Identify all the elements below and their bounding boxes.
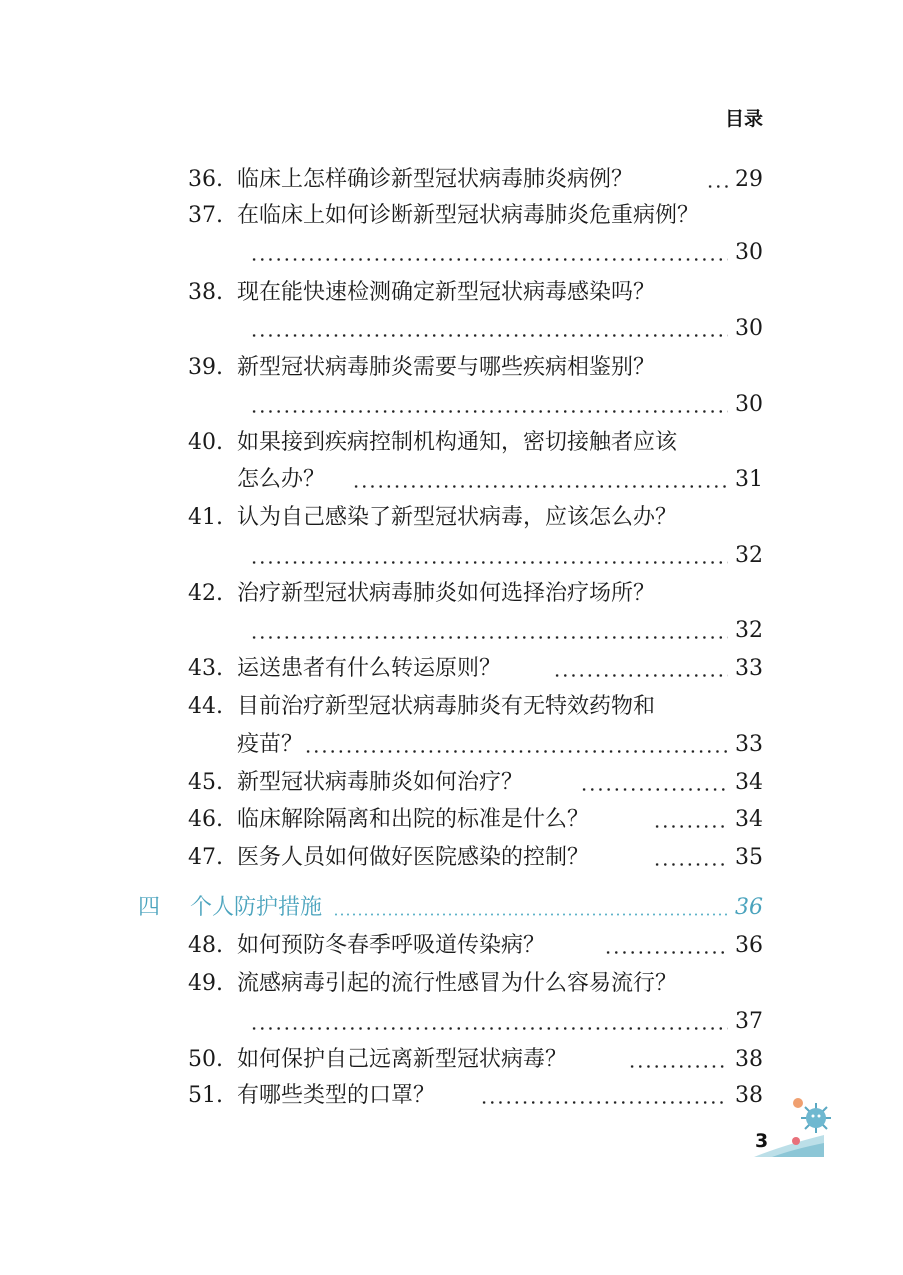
- entry-page: 38: [735, 1047, 763, 1072]
- entry-title: 现在能快速检测确定新型冠状病毒感染吗？: [237, 280, 656, 305]
- toc-section-heading[interactable]: [0, 890, 903, 926]
- leader-dots: [304, 750, 728, 753]
- entry-title: 有哪些类型的口罩？: [237, 1083, 436, 1108]
- entry-title: 运送患者有什么转运原则？: [237, 656, 502, 681]
- leader-dots: [706, 185, 728, 188]
- entry-title: 认为自己感染了新型冠状病毒，应该怎么办？: [237, 505, 678, 530]
- toc-entry[interactable]: [0, 840, 903, 876]
- leader-dots: [352, 485, 728, 488]
- entry-title: 如果接到疾病控制机构通知，密切接触者应该: [237, 430, 678, 455]
- entry-number: 38.: [188, 280, 223, 305]
- entry-page: 36: [735, 933, 763, 958]
- section-number: 四: [138, 895, 161, 920]
- entry-number: 46.: [188, 807, 223, 832]
- entry-number: 37.: [188, 203, 223, 228]
- toc-entry[interactable]: [0, 689, 903, 725]
- entry-page: 35: [735, 845, 763, 870]
- entry-number: 36.: [188, 167, 223, 192]
- toc-entry[interactable]: [0, 765, 903, 801]
- entry-number: 51.: [188, 1083, 223, 1108]
- entry-number: 42.: [188, 581, 223, 606]
- entry-page: 33: [735, 732, 763, 757]
- toc-entry-leader: [0, 613, 903, 649]
- leader-dots: [250, 258, 728, 261]
- entry-title: 临床解除隔离和出院的标准是什么？: [237, 807, 590, 832]
- entry-title: 目前治疗新型冠状病毒肺炎有无特效药物和: [237, 694, 656, 719]
- running-header: 目录: [724, 108, 763, 130]
- entry-number: 44.: [188, 694, 223, 719]
- toc-entry[interactable]: [0, 651, 903, 687]
- toc-entry[interactable]: [0, 162, 903, 198]
- toc-entry[interactable]: [0, 802, 903, 838]
- entry-number: 45.: [188, 770, 223, 795]
- leader-dots: [653, 825, 728, 828]
- toc-entry[interactable]: [0, 275, 903, 311]
- toc-entry[interactable]: [0, 350, 903, 386]
- leader-dots: [480, 1101, 728, 1104]
- toc-entry-leader: [0, 538, 903, 574]
- entry-title: 流感病毒引起的流行性感冒为什么容易流行？: [237, 971, 678, 996]
- entry-title: 治疗新型冠状病毒肺炎如何选择治疗场所？: [237, 581, 656, 606]
- toc-entry-leader: [0, 1004, 903, 1040]
- entry-page: 34: [735, 807, 763, 832]
- entry-page: 37: [735, 1009, 763, 1034]
- entry-page: 34: [735, 770, 763, 795]
- toc-entry[interactable]: [0, 966, 903, 1002]
- entry-number: 43.: [188, 656, 223, 681]
- page-number: 3: [755, 1130, 769, 1152]
- leader-dots: [653, 863, 728, 866]
- entry-number: 47.: [188, 845, 223, 870]
- section-page: 36: [735, 895, 763, 920]
- toc-entry-leader: [0, 387, 903, 423]
- entry-title-continued: 疫苗？: [237, 732, 304, 757]
- entry-page: 33: [735, 656, 763, 681]
- toc-entry-continuation: [0, 727, 903, 763]
- entry-page: 32: [735, 618, 763, 643]
- entry-page: 30: [735, 316, 763, 341]
- entry-page: 31: [735, 467, 763, 492]
- entry-title: 医务人员如何做好医院感染的控制？: [237, 845, 590, 870]
- leader-dots: [553, 674, 728, 677]
- leader-dots: [250, 561, 728, 564]
- toc-entry[interactable]: [0, 576, 903, 612]
- toc-entry-continuation: [0, 462, 903, 498]
- leader-dots: [250, 636, 728, 639]
- entry-number: 41.: [188, 505, 223, 530]
- toc-entry-leader: [0, 235, 903, 271]
- entry-title: 在临床上如何诊断新型冠状病毒肺炎危重病例？: [237, 203, 700, 228]
- entry-title: 新型冠状病毒肺炎需要与哪些疾病相鉴别？: [237, 355, 656, 380]
- entry-title: 临床上怎样确诊新型冠状病毒肺炎病例？: [237, 167, 634, 192]
- entry-page: 38: [735, 1083, 763, 1108]
- leader-dots: [580, 788, 728, 791]
- toc-entry[interactable]: [0, 1042, 903, 1078]
- toc-entry[interactable]: [0, 198, 903, 234]
- leader-dots: [333, 913, 728, 916]
- leader-dots: [250, 410, 728, 413]
- entry-number: 40.: [188, 430, 223, 455]
- entry-page: 32: [735, 543, 763, 568]
- section-title: 个人防护措施: [190, 895, 323, 920]
- entry-number: 48.: [188, 933, 223, 958]
- entry-title-continued: 怎么办？: [237, 467, 326, 492]
- leader-dots: [604, 951, 728, 954]
- leader-dots: [250, 1027, 728, 1030]
- entry-title: 如何预防冬春季呼吸道传染病？: [237, 933, 546, 958]
- entry-number: 50.: [188, 1047, 223, 1072]
- leader-dots: [250, 334, 728, 337]
- toc-entry[interactable]: [0, 500, 903, 536]
- entry-page: 30: [735, 392, 763, 417]
- toc-entry[interactable]: [0, 928, 903, 964]
- entry-title: 如何保护自己远离新型冠状病毒？: [237, 1047, 568, 1072]
- entry-page: 29: [735, 167, 763, 192]
- entry-title: 新型冠状病毒肺炎如何治疗？: [237, 770, 524, 795]
- entry-number: 39.: [188, 355, 223, 380]
- entry-page: 30: [735, 240, 763, 265]
- leader-dots: [628, 1065, 728, 1068]
- toc-entry-leader: [0, 311, 903, 347]
- entry-number: 49.: [188, 971, 223, 996]
- toc-entry[interactable]: [0, 425, 903, 461]
